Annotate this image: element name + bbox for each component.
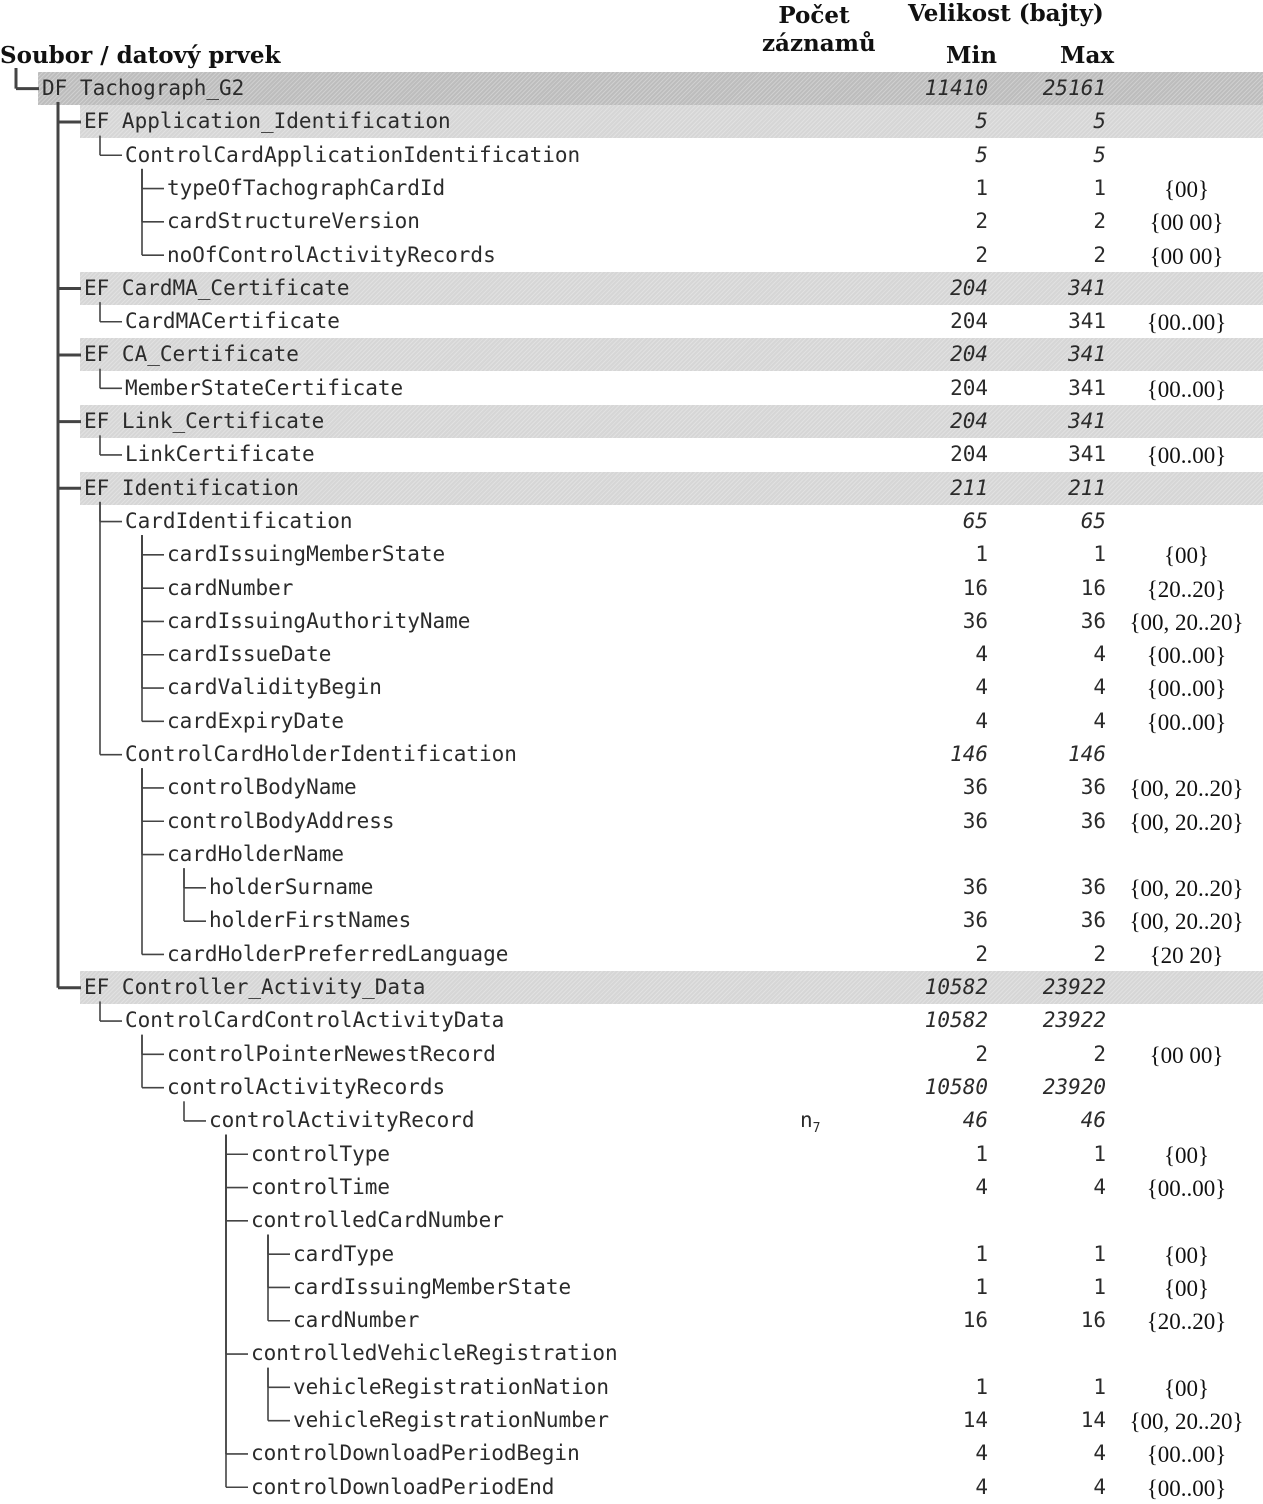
table-row [0,738,1263,771]
header-size: Velikost (bajty) [908,0,1104,27]
element-name: vehicleRegistrationNumber [293,1408,610,1432]
min-size: 204 [950,276,988,300]
table-row [0,272,1263,305]
element-name: controlActivityRecords [167,1075,446,1099]
element-name: ControlCardApplicationIdentification [125,143,581,167]
default-value: {00..00} [1146,1442,1227,1467]
element-name: cardIssuingMemberState [167,542,446,566]
min-size: 146 [950,742,988,766]
default-value: {20 20} [1149,943,1224,968]
default-value: {00..00} [1146,643,1227,668]
header-max: Max [1060,42,1115,69]
element-name: ControlCardControlActivityData [125,1008,505,1032]
table-row [0,1238,1263,1271]
default-value: {00} [1163,177,1210,202]
min-size: 5 [975,143,988,167]
max-size: 36 [1080,809,1106,833]
element-name: vehicleRegistrationNation [293,1375,610,1399]
element-name: cardNumber [293,1308,420,1332]
max-size: 5 [1093,143,1106,167]
max-size: 4 [1093,1441,1106,1465]
min-size: 16 [962,576,988,600]
default-value: {00..00} [1146,1476,1227,1501]
default-value: {00..00} [1146,310,1227,335]
table-row [0,1437,1263,1470]
table-row [0,1304,1263,1337]
min-size: 1 [975,1142,988,1166]
default-value: {00} [1163,1243,1210,1268]
max-size: 341 [1068,409,1106,433]
default-value: {00} [1163,1276,1210,1301]
min-size: 36 [962,809,988,833]
table-row [0,205,1263,238]
element-name: cardStructureVersion [167,209,420,233]
min-size: 1 [975,1242,988,1266]
element-name: cardNumber [167,576,294,600]
max-size: 341 [1068,276,1106,300]
min-size: 36 [962,875,988,899]
max-size: 341 [1068,442,1106,466]
max-size: 341 [1068,342,1106,366]
min-size: 1 [975,542,988,566]
table-row [0,572,1263,605]
table-row [0,1337,1263,1370]
element-name: CardIdentification [125,509,353,533]
element-name: controlActivityRecord [209,1108,475,1132]
element-name: controlDownloadPeriodBegin [251,1441,580,1465]
table-row [0,1104,1263,1137]
element-name: holderFirstNames [209,908,412,932]
table-row [0,838,1263,871]
max-size: 46 [1080,1108,1106,1132]
element-name: controlledVehicleRegistration [251,1341,618,1365]
max-size: 341 [1068,309,1106,333]
max-size: 4 [1093,709,1106,733]
max-size: 23922 [1042,975,1106,999]
table-row [0,1371,1263,1404]
min-size: 1 [975,1275,988,1299]
min-size: 1 [975,176,988,200]
max-size: 36 [1080,609,1106,633]
table-row [0,705,1263,738]
max-size: 2 [1093,942,1106,966]
min-size: 2 [975,942,988,966]
table-row [0,472,1263,505]
default-value: {00..00} [1146,710,1227,735]
default-value: {00 00} [1149,1043,1224,1068]
table-row [0,1204,1263,1237]
table-row [0,305,1263,338]
table-row [0,372,1263,405]
element-name: ControlCardHolderIdentification [125,742,517,766]
element-name: EF CA_Certificate [84,342,299,366]
table-row [0,338,1263,371]
table-row [0,805,1263,838]
default-value: {00, 20..20} [1129,610,1244,635]
min-size: 4 [975,709,988,733]
max-size: 4 [1093,1475,1106,1499]
max-size: 341 [1068,376,1106,400]
min-size: 211 [950,476,988,500]
min-size: 204 [950,409,988,433]
min-size: 2 [975,243,988,267]
max-size: 4 [1093,1175,1106,1199]
table-row [0,1038,1263,1071]
table-row [0,239,1263,272]
record-count-symbol: n [800,1108,813,1132]
table-row [0,405,1263,438]
default-value: {00, 20..20} [1129,876,1244,901]
default-value: {00 00} [1149,210,1224,235]
element-name: MemberStateCertificate [125,376,404,400]
element-name: controlTime [251,1175,391,1199]
table-row [0,605,1263,638]
default-value: {00} [1163,1376,1210,1401]
element-name: controlType [251,1142,391,1166]
element-name: typeOfTachographCardId [167,176,446,200]
element-name: cardIssueDate [167,642,332,666]
max-size: 1 [1093,1142,1106,1166]
max-size: 2 [1093,1042,1106,1066]
element-name: cardExpiryDate [167,709,345,733]
min-size: 4 [975,1475,988,1499]
max-size: 1 [1093,542,1106,566]
default-value: {20..20} [1146,577,1227,602]
table-row [0,904,1263,937]
table-row [0,538,1263,571]
element-name: cardIssuingAuthorityName [167,609,471,633]
min-size: 36 [962,908,988,932]
max-size: 23920 [1042,1075,1106,1099]
element-name: EF CardMA_Certificate [84,276,350,300]
max-size: 2 [1093,209,1106,233]
table-row [0,105,1263,138]
header-count: Počet záznamů [762,2,876,57]
max-size: 146 [1068,742,1106,766]
default-value: {00} [1163,543,1210,568]
default-value: {00..00} [1146,1176,1227,1201]
table-row [0,1004,1263,1037]
element-name: DF Tachograph_G2 [42,76,245,100]
min-size: 204 [950,442,988,466]
table-row [0,1071,1263,1104]
element-name: cardValidityBegin [167,675,382,699]
min-size: 10582 [924,975,988,999]
max-size: 23922 [1042,1008,1106,1032]
table-row [0,638,1263,671]
default-value: {00, 20..20} [1129,1409,1244,1434]
max-size: 4 [1093,675,1106,699]
table-row [0,671,1263,704]
max-size: 5 [1093,109,1106,133]
max-size: 16 [1080,576,1106,600]
table-row [0,871,1263,904]
default-value: {00, 20..20} [1129,810,1244,835]
min-size: 5 [975,109,988,133]
element-name: controlPointerNewestRecord [167,1042,496,1066]
max-size: 4 [1093,642,1106,666]
min-size: 4 [975,1175,988,1199]
element-name: controlDownloadPeriodEnd [251,1475,555,1499]
min-size: 65 [962,509,988,533]
element-name: controlledCardNumber [251,1208,504,1232]
max-size: 211 [1068,476,1106,500]
table-row [0,172,1263,205]
element-name: controlBodyAddress [167,809,395,833]
table-row [0,505,1263,538]
default-value: {00..00} [1146,676,1227,701]
max-size: 1 [1093,1275,1106,1299]
max-size: 1 [1093,1375,1106,1399]
default-value: {20..20} [1146,1309,1227,1334]
min-size: 4 [975,675,988,699]
max-size: 65 [1080,509,1106,533]
table-row [0,1171,1263,1204]
min-size: 10580 [924,1075,988,1099]
min-size: 204 [950,342,988,366]
table-row [0,1138,1263,1171]
min-size: 36 [962,609,988,633]
default-value: {00 00} [1149,244,1224,269]
default-value: {00, 20..20} [1129,776,1244,801]
element-name: LinkCertificate [125,442,315,466]
element-name: holderSurname [209,875,374,899]
min-size: 46 [962,1108,988,1132]
header-min: Min [946,42,997,69]
min-size: 204 [950,376,988,400]
table-row [0,1471,1263,1504]
max-size: 25161 [1042,76,1106,100]
element-name: EF Link_Certificate [84,409,325,433]
min-size: 4 [975,1441,988,1465]
element-name: EF Application_Identification [84,109,451,133]
max-size: 16 [1080,1308,1106,1332]
table-row [0,971,1263,1004]
max-size: 36 [1080,908,1106,932]
element-name: EF Controller_Activity_Data [84,975,426,999]
default-value: {00..00} [1146,443,1227,468]
element-name: noOfControlActivityRecords [167,243,496,267]
default-value: {00, 20..20} [1129,909,1244,934]
table-row [0,938,1263,971]
max-size: 1 [1093,176,1106,200]
max-size: 2 [1093,243,1106,267]
element-name: CardMACertificate [125,309,340,333]
table-row [0,1271,1263,1304]
table-row [0,771,1263,804]
element-name: controlBodyName [167,775,357,799]
min-size: 2 [975,1042,988,1066]
element-name: cardIssuingMemberState [293,1275,572,1299]
min-size: 2 [975,209,988,233]
min-size: 1 [975,1375,988,1399]
table-row [0,1404,1263,1437]
default-value: {00} [1163,1143,1210,1168]
element-name: cardType [293,1242,395,1266]
record-count-subscript: 7 [812,1121,821,1137]
table-row [0,438,1263,471]
element-name: cardHolderName [167,842,345,866]
element-name: EF Identification [84,476,299,500]
min-size: 10582 [924,1008,988,1032]
min-size: 36 [962,775,988,799]
min-size: 14 [962,1408,988,1432]
table-row [0,72,1263,105]
table-row [0,139,1263,172]
max-size: 14 [1080,1408,1106,1432]
min-size: 4 [975,642,988,666]
max-size: 36 [1080,775,1106,799]
min-size: 16 [962,1308,988,1332]
header-name: Soubor / datový prvek [0,42,281,69]
max-size: 1 [1093,1242,1106,1266]
default-value: {00..00} [1146,377,1227,402]
min-size: 11410 [924,76,988,100]
element-name: cardHolderPreferredLanguage [167,942,509,966]
min-size: 204 [950,309,988,333]
max-size: 36 [1080,875,1106,899]
